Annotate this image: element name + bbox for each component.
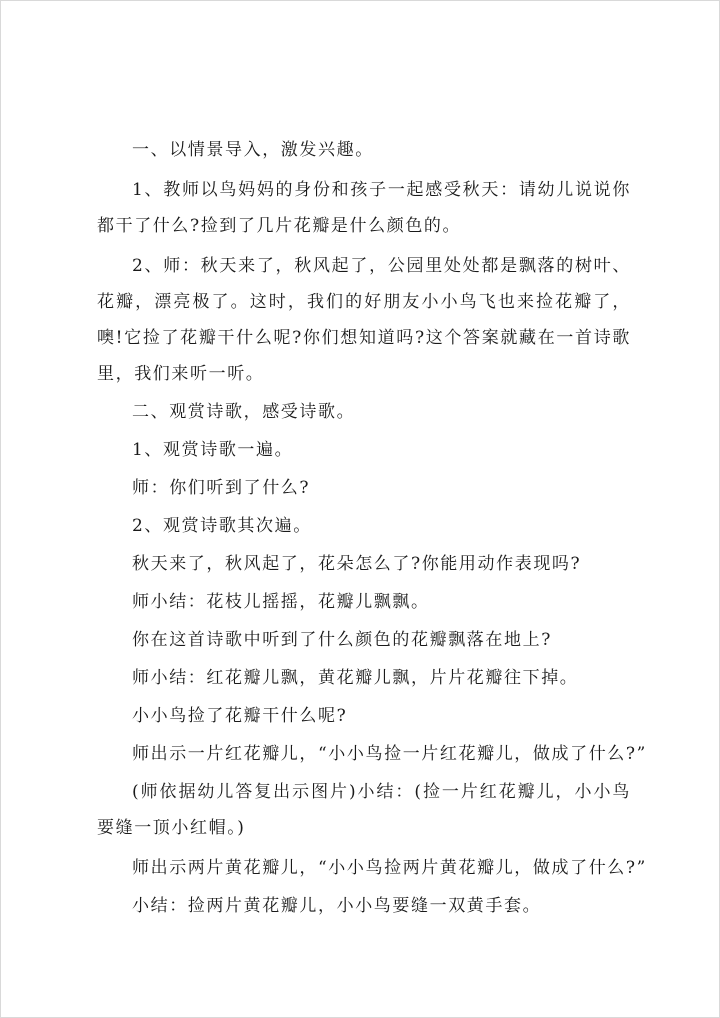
section-heading-2: 二、观赏诗歌，感受诗歌。: [132, 402, 356, 422]
paragraph-9: 师小结：红花瓣儿飘，黄花瓣儿飘，片片花瓣往下掉。: [132, 668, 579, 688]
paragraph-4: 师：你们听到了什么?: [132, 478, 311, 498]
paragraph-11: 师出示一片红花瓣儿，“小小鸟捡一片红花瓣儿，做成了什么?”: [132, 744, 647, 764]
paragraph-14: 小结：捡两片黄花瓣儿，小小鸟要缝一双黄手套。: [132, 896, 542, 916]
paragraph-8: 你在这首诗歌中听到了什么颜色的花瓣飘落在地上?: [132, 630, 552, 650]
paragraph-2: 2、师：秋天来了，秋风起了，公园里处处都是飘落的树叶、花瓣，漂亮极了。这时，我们的好朋友小小鸟飞也来捡花瓣了，噢!它捡了花瓣干什么呢?你们想知道吗?这个答案就藏在一首诗歌里，我们来听一听。: [97, 256, 631, 384]
paragraph-7: 师小结：花枝儿摇摇，花瓣儿飘飘。: [132, 592, 430, 612]
document-body: [97, 132, 647, 924]
paragraph-1: 1、教师以鸟妈妈的身份和孩子一起感受秋天：请幼儿说说你都干了什么?捡到了几片花瓣是什么颜色的。: [97, 180, 631, 236]
paragraph-12: (师依据幼儿答复出示图片)小结：(捡一片红花瓣儿，小小鸟要缝一顶小红帽。): [97, 782, 631, 838]
paragraph-10: 小小鸟捡了花瓣干什么呢?: [132, 706, 348, 726]
paragraph-13: 师出示两片黄花瓣儿，“小小鸟捡两片黄花瓣儿，做成了什么?”: [132, 858, 647, 878]
paragraph-5: 2、观赏诗歌其次遍。: [132, 516, 312, 536]
paragraph-3: 1、观赏诗歌一遍。: [132, 440, 294, 460]
paragraph-6: 秋天来了，秋风起了，花朵怎么了?你能用动作表现吗?: [132, 554, 582, 574]
section-heading-1: 一、以情景导入，激发兴趣。: [132, 140, 374, 160]
